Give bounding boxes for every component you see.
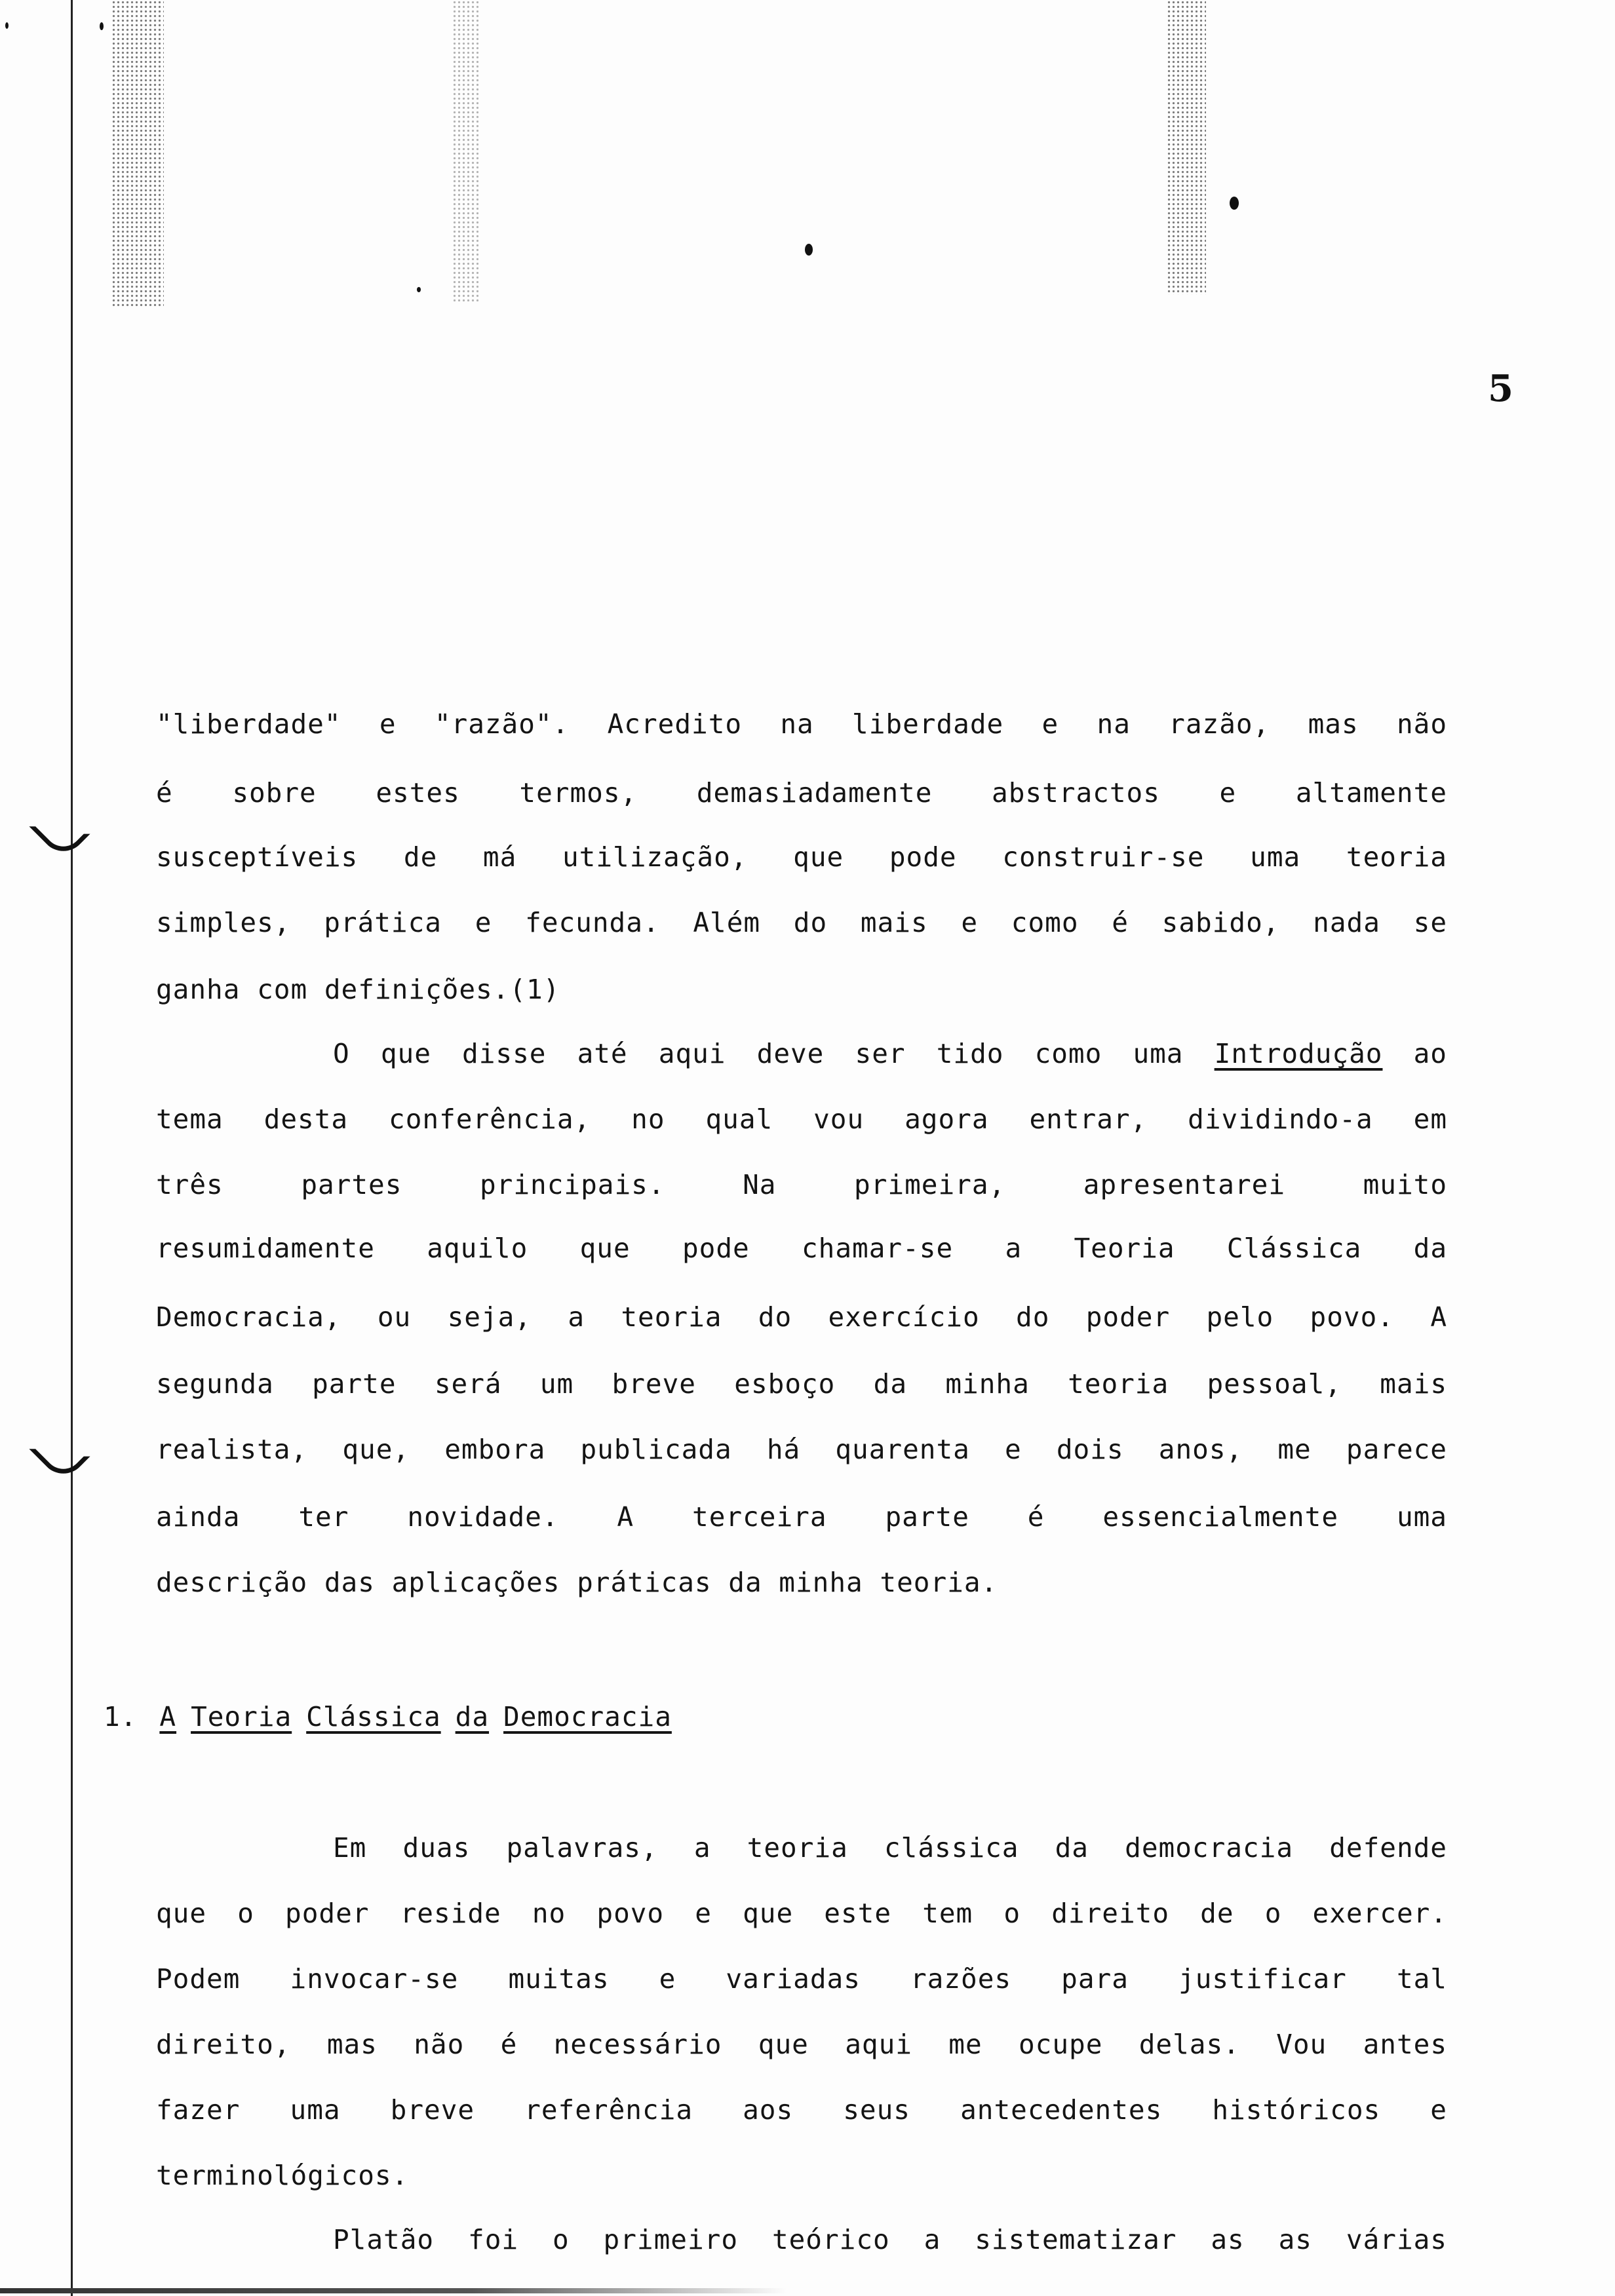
text-line: realista, que, embora publicada há quarenta e dois anos, me parece <box>156 1434 1447 1465</box>
text-line: Democracia, ou seja, a teoria do exercício do poder pelo povo. A <box>156 1301 1447 1333</box>
section-number: 1. <box>104 1701 138 1732</box>
scan-artifact <box>805 244 813 256</box>
text-line: descrição das aplicações práticas da minha teoria. <box>156 1567 998 1598</box>
text-line: simples, prática e fecunda. Além do mais e como é sabido, nada se <box>156 907 1447 938</box>
text-line: é sobre estes termos, demasiadamente abstractos e altamente <box>156 777 1447 809</box>
text-line: ganha com definições.(1) <box>156 974 560 1005</box>
text-line: terminológicos. <box>156 2160 409 2191</box>
scan-artifact <box>5 22 9 29</box>
scan-artifact <box>100 22 104 30</box>
text-line-first: Em duas palavras, a teoria clássica da democracia defende <box>333 1832 1447 1864</box>
text-line: fazer uma breve referência aos seus antecedentes históricos e <box>156 2094 1447 2126</box>
scan-artifact <box>1230 197 1239 210</box>
heading-word: A <box>159 1701 177 1732</box>
text-line: que o poder reside no povo e que este tem o direito de o exercer. <box>156 1898 1447 1929</box>
text-segment: O que disse até aqui deve ser tido como uma <box>333 1038 1184 1069</box>
text-line-first <box>156 1034 1447 1073</box>
text-segment: ao <box>1413 1038 1447 1069</box>
binder-hole-mark <box>29 799 90 860</box>
text-line-first: Platão foi o primeiro teórico a sistematizar as as várias <box>333 2224 1447 2255</box>
scan-artifact <box>452 0 478 301</box>
heading-word: Democracia <box>503 1701 672 1732</box>
scan-artifact <box>1167 0 1206 295</box>
underlined-term: Introdução <box>1214 1038 1383 1069</box>
page-number: 5 <box>1488 367 1513 410</box>
text-line: segunda parte será um breve esboço da minha teoria pessoal, mais <box>156 1368 1447 1400</box>
section-heading <box>104 1697 686 1736</box>
text-line: ainda ter novidade. A terceira parte é essencialmente uma <box>156 1501 1447 1533</box>
heading-word: Clássica <box>306 1701 441 1732</box>
text-line: direito, mas não é necessário que aqui me ocupe delas. Vou antes <box>156 2029 1447 2060</box>
text-line: tema desta conferência, no qual vou agora entrar, dividindo-a em <box>156 1103 1447 1135</box>
scan-artifact <box>417 287 421 292</box>
scan-artifact <box>111 0 164 308</box>
left-margin-line <box>71 0 73 2296</box>
binder-hole-mark <box>29 1422 90 1483</box>
text-line: susceptíveis de má utilização, que pode construir-se uma teoria <box>156 841 1447 873</box>
text-line: resumidamente aquilo que pode chamar-se a Teoria Clássica da <box>156 1233 1447 1264</box>
heading-word: da <box>455 1701 490 1732</box>
text-line: três partes principais. Na primeira, apresentarei muito <box>156 1169 1447 1200</box>
bottom-edge-shadow <box>0 2288 787 2293</box>
text-line: "liberdade" e "razão". Acredito na liberdade e na razão, mas não <box>156 708 1447 740</box>
heading-word: Teoria <box>191 1701 292 1732</box>
text-line: Podem invocar-se muitas e variadas razões para justificar tal <box>156 1963 1447 1995</box>
